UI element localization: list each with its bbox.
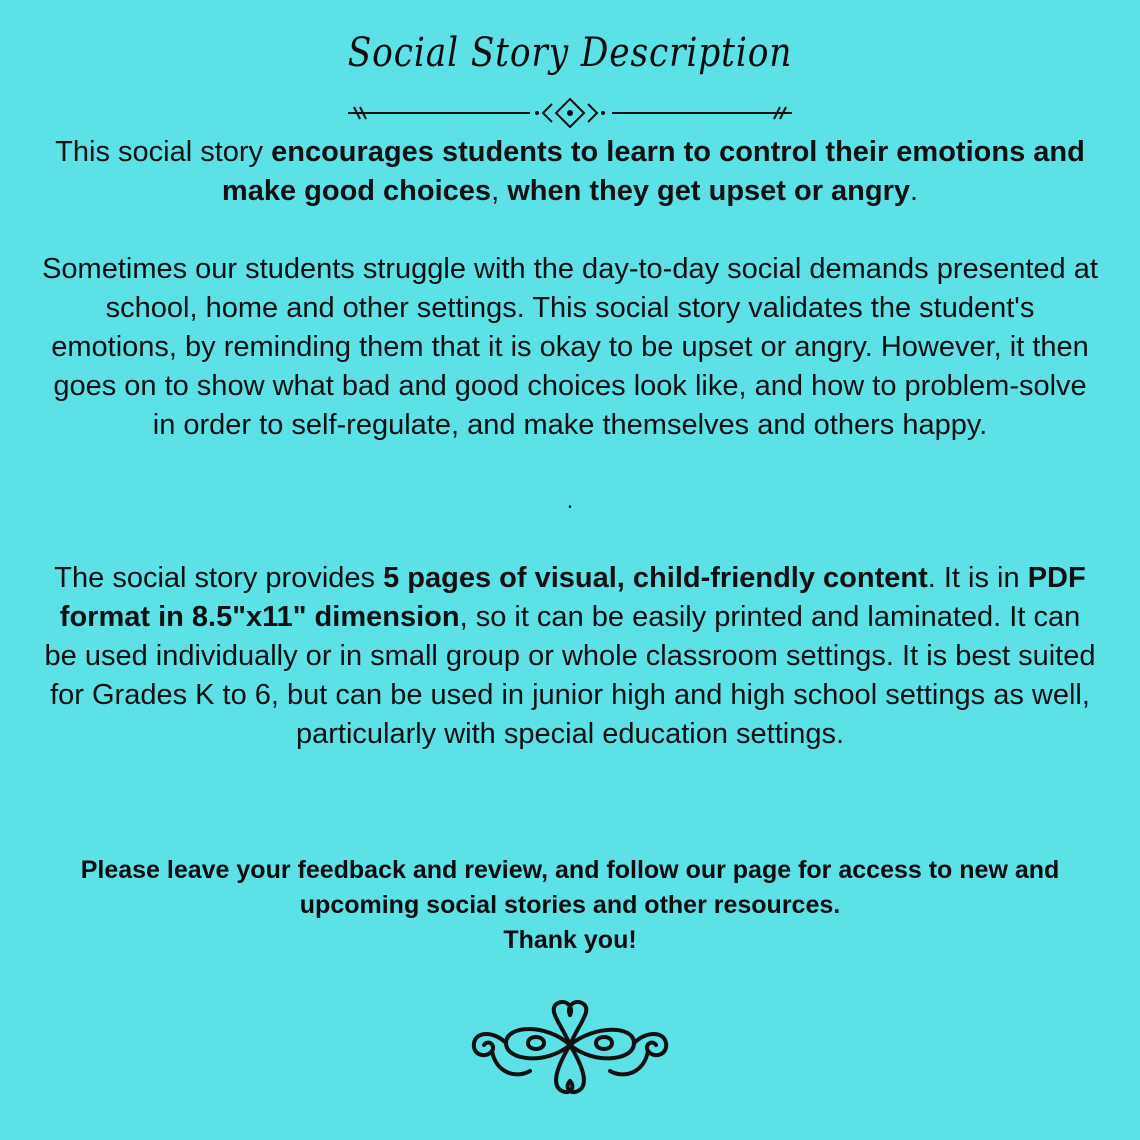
details-text-3: , so it can be easily printed and laminated. It can be used individually or in small group or whole classroom settings. It is best suited for Grades K to 6, but can be used in junior high and high school settings as well, particularly with special education settings. <box>44 601 1096 750</box>
description-paragraph: Sometimes our students struggle with the day-to-day social demands presented at school, home and other settings. This social story validates the student's emotions, by reminding them that it is okay to be upset or angry. However, it then goes on to show what bad and good choices look like, and how to problem-solve in order to self-regulate, and make themselves and others happy. <box>42 253 1098 441</box>
closing-line-1: Please leave your feedback and review, and follow our page for access to new and upcoming social stories and other resources. <box>80 856 1060 919</box>
closing-message <box>40 853 1100 958</box>
arrow-divider-icon <box>340 94 800 132</box>
intro-text-1: This social story <box>55 136 272 168</box>
intro-text-2: , <box>491 175 508 207</box>
separator-dot: . <box>566 487 574 514</box>
intro-bold-2: when they get upset or angry <box>507 175 911 207</box>
details-bold-2: PDF format in 8.5"x11" dimension <box>59 562 1086 633</box>
intro-bold-1: encourages students to learn to control their emotions and make good choices <box>221 136 1085 207</box>
details-paragraph <box>40 559 1100 754</box>
details-bold-1: 5 pages of visual, child-friendly content <box>383 562 928 594</box>
page-title: Social Story Description <box>347 30 793 76</box>
swirl-flourish-icon <box>466 995 674 1105</box>
details-text-1: The social story provides <box>54 562 384 594</box>
intro-paragraph <box>40 133 1100 211</box>
intro-text-3: . <box>910 175 919 207</box>
closing-thank-you: Thank you! <box>503 926 637 954</box>
details-text-2: . It is in <box>927 562 1028 594</box>
